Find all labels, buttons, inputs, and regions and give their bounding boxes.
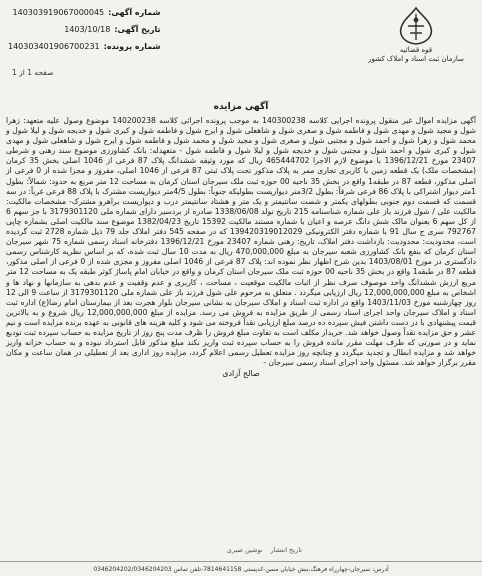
footer-address: آدرس: سیرجان-چهارراه فرهنگ،نبش خیابان مسن-کدپستی 7814641158-تلفن تماس 0346204202/0346204203 — [0, 561, 482, 576]
notice-meta — [8, 4, 160, 55]
logo-line-2: سازمان ثبت اسناد و املاک کشور — [368, 55, 464, 63]
judiciary-logo — [370, 6, 462, 98]
stamp-label: نوشین صبری — [226, 546, 263, 554]
notice-title: آگهی مزایده — [213, 102, 269, 112]
page-counter: صفحه 1 از 1 — [12, 68, 54, 77]
notice-date: 1403/10/18 — [64, 25, 111, 34]
letter-number-label: شماره پرونده: — [103, 42, 161, 51]
notice-number-label: شماره آگهی: — [108, 8, 161, 17]
emblem-icon — [393, 6, 439, 46]
notice-date-row — [8, 21, 160, 38]
logo-line-1: قوه قضائیه — [399, 46, 433, 54]
notice-number: 140303919067000045 — [12, 8, 105, 17]
stamp-labels — [0, 546, 482, 560]
notice-date-label: تاریخ آگهی: — [114, 25, 161, 34]
notice-number-row — [8, 4, 160, 21]
signature-name: صالح آزادی — [222, 369, 260, 379]
notice-body-text: آگهی مزایده اموال غیر منقول پرونده اجرایی کلاسه 140300238 به موجب پرونده اجرائی کلاسه 140200238 موضوع وصول علیه متعهد: زهرا شول و مجید شول و مهدی شول و فاطمه شول و صغری شول و شاهعلی شول و ایرج شول و فاطمه شول و کبری شول و خدیجه شول و لیلا شول و محمد شول و زهرا شول و احمد شول و مجتبی شول و صغری شول و مجید شول و محمد شول و فاطمه شول و ایرج شول و شاهعلی شول و مهدی شول و کبری شول و احمد شول و مجتبی شول و خدیجه شول و لیلا شول و فاطمه شول - متعهدله: بانک کشاورزی موضوع سند رهنی و شرطی 23407 مورخ 1396/12/21 با موضوع لازم الاجرا 465444702 ریال که مورد وثیقه ششدانگ پلاک 87 فرعی از 1046 اصلی بخش 35 کرمان (مشخصات ملک) یک قطعه زمین با کاربری تجاری ممر به پلاک مذکور تحت پلاک ثبتی 87 فرعی از 1046 اصلی، مفروز و مجزا شده از 0 فرعی از اصلی مذکور، قطعه 87 در طبقه1 واقع در بخش 35 ناحیه 00 حوزه ثبت ملک سیرجان استان کرمان به مساحت 12 متر مربع به حدود: شمالاً: بطول 1متر دیوار اشتراکی با پلاک 86 فرعی شرقاً: بطول 3/2متر دیواریست بطولیکه جنوباً: بطول 4/5متر دیواریست مشترک با پلاک 88 فرعی غرباً: در سه قسمت که قسمت دوم جنوبی بطولهای یکمتر و شصت سانتیمتر و یک متر و هشتاد سانتیمتر درب و دیواریست براهرو مشترک- مشخصات مالکیت: مالکیت علی / شول فرزند باز علی شماره شناسنامه 215 تاریخ تولد 1338/06/08 صادره از بردسیر دارای شماره ملی 3179301120 با جز سهم 6 از کل سهم 6 بعنوان مالک شش دانگ عرصه و اعیان با شماره مستند مالکیت 15392 تاریخ 1382/04/23 موضوع سند مالکیت اصلی بشماره چاپی 792767 سری ج سال 91 با شماره دفتر الکترونیکی 139420319012029 که در صفحه 545 دفتر املاک جلد 79 ذیل شماره 2728 ثبت گردیده است، محدودیت: محدودیت: بازداشت دفتر املاک، تاریخ: رهنی شماره 23407 مورخ 1396/12/21 دفترخانه اسناد رسمی شماره 75 شهر سیرجان استان کرمان که بنفع بانک کشاورزی شعبه سیرجان به مبلغ 470,000,000 ریال به مدت 10 سال ثبت شده، که بر اساس نظریه کارشناس رسمی دادگستری در مورخ 1403/08/01 بدین شرح اظهار نظر نموده اند: پلاک 87 فرعی از 1046 اصلی مفروز و مجزی شده از 0 فرعی از اصلی مذکور، قطعه 87 در طبقه1 واقع در بخش 35 ناحیه 00 حوزه ثبت ملک سیرجان استان کرمان و واقع در خیابان امام پاساژ کوثر طبقه یک به مساحت 12 متر مربع ارزش ششدانگ واحد موصوف صرف نظر از اثبات مالکیت موقعیت ، مساحت ، کاربری و عدم وقفیت و عدم بدهی به سازمانها و نهاد ها و اشخاص به مبلغ 12,000,000,000 ریال ارزیابی میگردد . متعلق به مرحوم علی شول فرزند باز علی شماره ملی 3179301120 از ساعت 9 الی 12 روز چهارشنبه مورخ 1403/11/03 واقع در اداره ثبت اسناد و املاک سیرجان به نشانی سیرجان بلوار هجرت بعد از بیمارستان امام رضا(ع) اداره ثبت اسناد و املاک سیرجان واحد اجرای اسناد رسمی از طریق مزایده به فروش می رسد. مزایده از مبلغ 12,000,000,000 ریال شروع و به بالاترین قیمت پیشنهادی با در دست داشتن فیش سپرده ده درصد مبلغ ارزیابی نقداً فروخته می شود و کلیه هزینه های قانونی به عهده برنده مزایده است و نیم عشر و حق مزایده نقداً وصول خواهد شد. خریدار مکلف است به تفاوت مبلغ فروش را ظرف مدت پنج روز از تاریخ مزایده به حساب سپرده ثبت تودیع نماید و در صورتی که ظرف مهلت مقرر مانده فروش را به حساب سپرده ثبت واریز نکند مبلغ مذکور قابل استرداد نبوده و به حساب خزانه واریز خواهد شد و مزایده ابطال و تجدید میگردد و چنانچه روز مزایده تعطیل رسمی اعلام گردد، مزایده روز اداری بعد از تعطیلی در همان ساعت و مکان مقرر برگزار خواهد شد. مسئول واحد اجرای اسناد رسمی سیرجان - — [6, 116, 477, 368]
header — [0, 0, 482, 100]
stamp-label: تاریخ انتشار — [270, 546, 302, 554]
letter-number: 140303401906700231 — [8, 42, 100, 51]
letter-number-row — [8, 38, 160, 55]
notice-body — [0, 116, 482, 379]
